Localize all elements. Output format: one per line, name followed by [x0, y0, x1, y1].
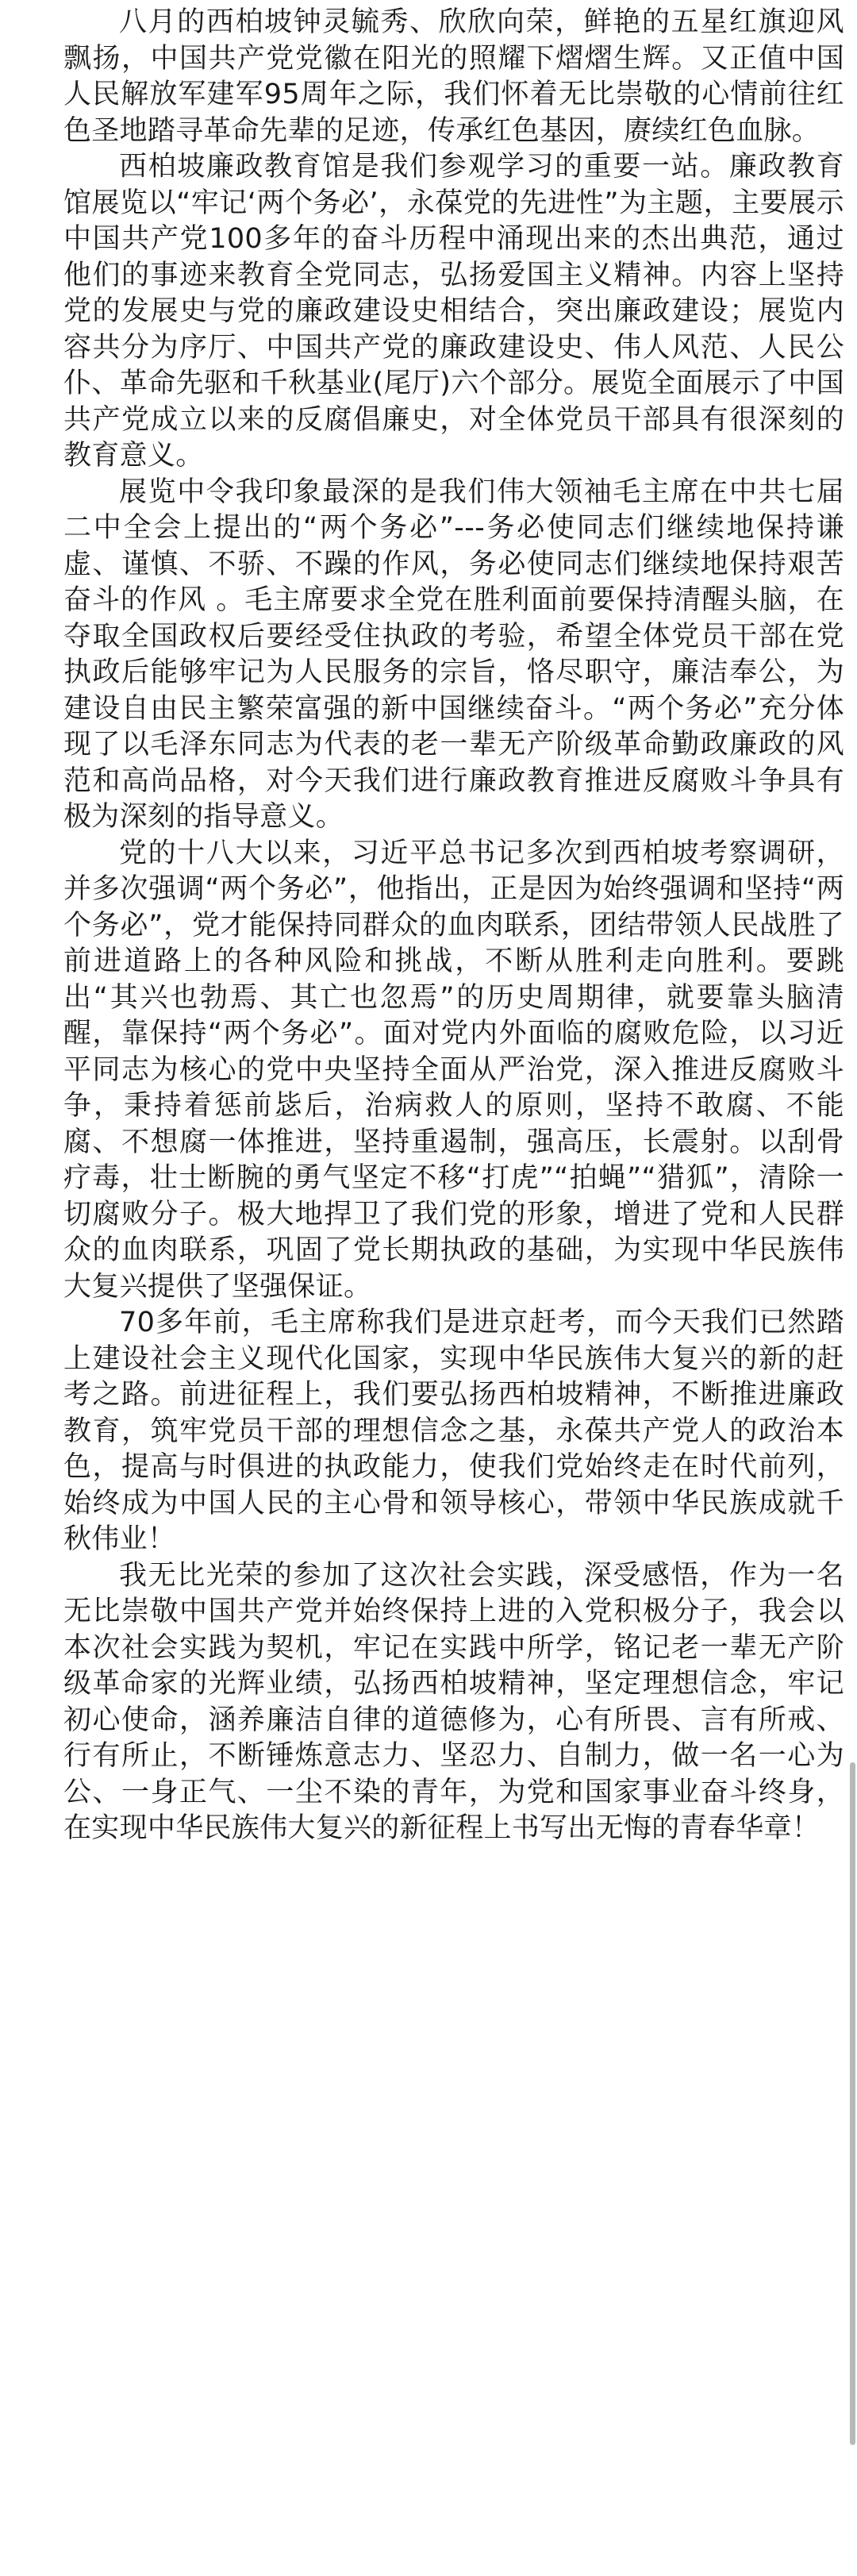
paragraph: 70多年前，毛主席称我们是进京赶考，而今天我们已然踏上建设社会主义现代化国家，实现中华民族伟大复兴的新的赶考之路。前进征程上，我们要弘扬西柏坡精神，不断推进廉政教育，筑牢党员干部的理想信念之基，永葆共产党人的政治本色，提高与时俱进的执政能力，使我们党始终走在时代前列，始终成为中国人民的主心骨和领导核心，带领中华民族成就千秋伟业！	[63, 1307, 844, 1555]
scrollbar-thumb[interactable]	[850, 1762, 855, 2445]
paragraph: 八月的西柏坡钟灵毓秀、欣欣向荣，鲜艳的五星红旗迎风飘扬，中国共产党党徽在阳光的照耀下熠熠生辉。又正值中国人民解放军建军95周年之际，我们怀着无比崇敬的心情前往红色圣地踏寻革命先辈的足迹，传承红色基因，赓续红色血脉。	[63, 6, 844, 147]
paragraph: 党的十八大以来，习近平总书记多次到西柏坡考察调研，并多次强调“两个务必”，他指出，正是因为始终强调和坚持“两个务必”，党才能保持同群众的血肉联系，团结带领人民战胜了前进道路上的各种风险和挑战，不断从胜利走向胜利。要跳出“其兴也勃焉、其亡也忽焉”的历史周期律，就要靠头脑清醒，靠保持“两个务必”。面对党内外面临的腐败危险，以习近平同志为核心的党中央坚持全面从严治党，深入推进反腐败斗争，秉持着惩前毖后，治病救人的原则，坚持不敢腐、不能腐、不想腐一体推进，坚持重遏制，强高压，长震射。以刮骨疗毒，壮士断腕的勇气坚定不移“打虎”“拍蝇”“猎狐”，清除一切腐败分子。极大地捍卫了我们党的形象，增进了党和人民群众的血肉联系，巩固了党长期执政的基础，为实现中华民族伟大复兴提供了坚强保证。	[63, 837, 844, 1303]
scrollbar[interactable]	[849, 0, 855, 2576]
paragraph: 展览中令我印象最深的是我们伟大领袖毛主席在中共七届二中全会上提出的“两个务必”---务必使同志们继续地保持谦虚、谨慎、不骄、不躁的作风，务必使同志们继续地保持艰苦奋斗的作风 。毛主席要求全党在胜利面前要保持清醒头脑，在夺取全国政权后要经受住执政的考验，希望全体党员干部在党执政后能够牢记为人民服务的宗旨，恪尽职守，廉洁奉公，为建设自由民主繁荣富强的新中国继续奋斗。“两个务必”充分体现了以毛泽东同志为代表的老一辈无产阶级革命勤政廉政的风范和高尚品格，对今天我们进行廉政教育推进反腐败斗争具有极为深刻的指导意义。	[63, 476, 844, 833]
paragraph: 西柏坡廉政教育馆是我们参观学习的重要一站。廉政教育馆展览以“牢记‘两个务必’，永葆党的先进性”为主题，主要展示中国共产党100多年的奋斗历程中涌现出来的杰出典范，通过他们的事迹来教育全党同志，弘扬爱国主义精神。内容上坚持党的发展史与党的廉政建设史相结合，突出廉政建设；展览内容共分为序厅、中国共产党的廉政建设史、伟人风范、人民公仆、革命先驱和千秋基业(尾厅)六个部分。展览全面展示了中国共产党成立以来的反腐倡廉史，对全体党员干部具有很深刻的教育意义。	[63, 151, 844, 472]
paragraph: 我无比光荣的参加了这次社会实践，深受感悟，作为一名无比崇敬中国共产党并始终保持上进的入党积极分子，我会以本次社会实践为契机，牢记在实践中所学，铭记老一辈无产阶级革命家的光辉业绩，弘扬西柏坡精神，坚定理想信念，牢记初心使命，涵养廉洁自律的道德修为，心有所畏、言有所戒、行有所止，不断锤炼意志力、坚忍力、自制力，做一名一心为公、一身正气、一尘不染的青年，为党和国家事业奋斗终身，在实现中华民族伟大复兴的新征程上书写出无悔的青春华章！	[63, 1559, 844, 1844]
